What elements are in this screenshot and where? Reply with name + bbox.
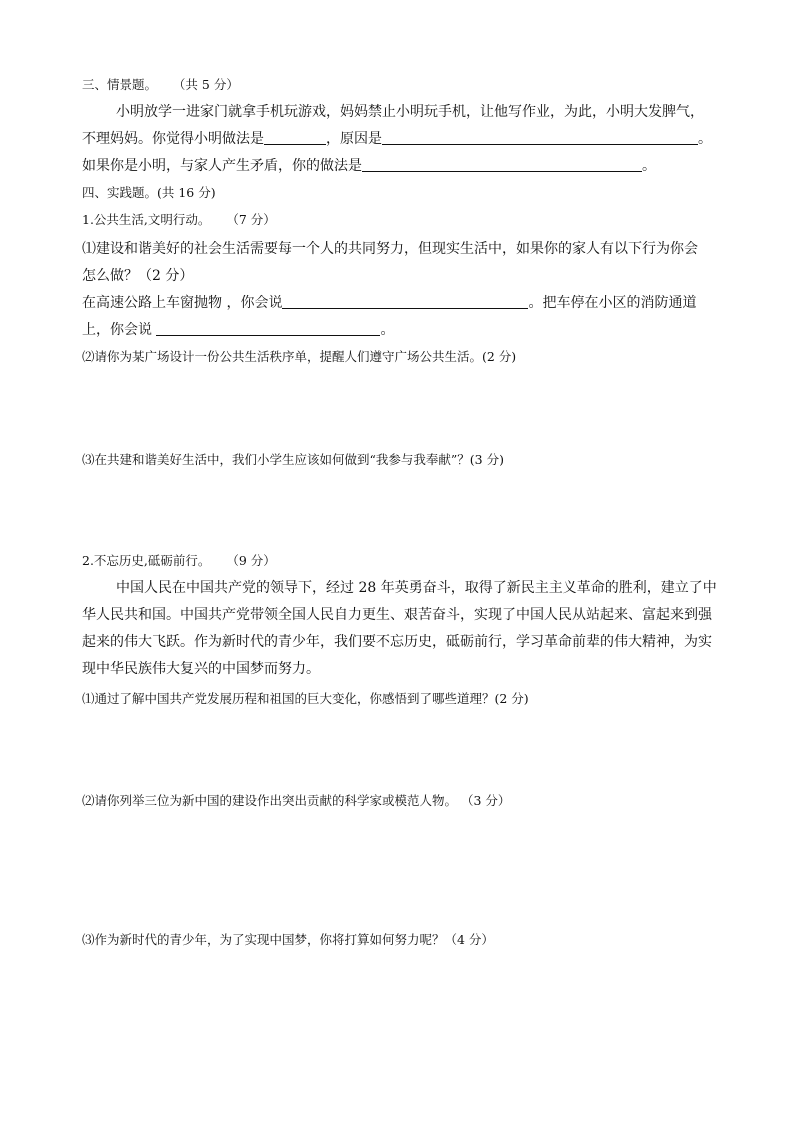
q2-heading: [82, 552, 276, 570]
q2-para-line4: 现中华民族伟大复兴的中国梦而努力。: [82, 661, 320, 677]
q2-sub2: ⑵请你列举三位为新中国的建设作出突出贡献的科学家或模范人物。 （3 分）: [82, 793, 511, 808]
q1-title: 1.公共生活,文明行动。: [82, 212, 211, 227]
section3-title: 三、情景题。: [82, 77, 158, 92]
answer-blank-littering[interactable]: [282, 294, 528, 309]
q1-fill-text-b: 。把车停在小区的消防通道: [528, 295, 697, 311]
answer-blank-opinion[interactable]: [264, 130, 326, 145]
answer-blank-reason[interactable]: [382, 130, 698, 145]
q2-para-line2: 华人民共和国。中国共产党带领全国人民自力更生、艰苦奋斗，实现了中国人民从站起来、富起来到强: [82, 607, 712, 623]
section3-text-a: 不理妈妈。你觉得小明做法是: [82, 131, 264, 147]
answer-blank-approach[interactable]: [362, 157, 642, 172]
q1-sub1-line2: 怎么做？（2 分）: [82, 268, 194, 284]
q1-sub3: ⑶在共建和谐美好生活中，我们小学生应该如何做到“我参与我奉献”？(3 分): [82, 452, 504, 467]
section3-para-line3: [82, 157, 656, 175]
q2-score: （9 分）: [226, 553, 276, 568]
section3-text-end: 。: [698, 131, 712, 147]
q1-heading: [82, 211, 276, 229]
q1-fill-text-c: 上，你会说: [82, 322, 157, 338]
q2-para-line1: 中国人民在中国共产党的领导下，经过 28 年英勇奋斗，取得了新民主主义革命的胜利，建立了中: [116, 580, 717, 596]
section3-text-b: ，原因是: [326, 131, 382, 147]
section3-text-end2: 。: [642, 158, 656, 174]
answer-blank-fire-lane[interactable]: [156, 321, 380, 336]
q1-fill-text-end: 。: [380, 322, 395, 338]
q2-title: 2.不忘历史,砥砺前行。: [82, 553, 211, 568]
q2-sub1: ⑴通过了解中国共产党发展历程和祖国的巨大变化，你感悟到了哪些道理？(2 分): [82, 691, 529, 706]
section4-heading: 四、实践题。(共 16 分): [82, 185, 216, 200]
section3-para-line2: [82, 130, 712, 148]
section3-para-line1: 小明放学一进家门就拿手机玩游戏，妈妈禁止小明玩手机，让他写作业，为此，小明大发脾气，: [116, 104, 704, 120]
q1-fill-line2: [82, 321, 394, 339]
q2-sub3: ⑶作为新时代的青少年，为了实现中国梦，你将打算如何努力呢？（4 分）: [82, 932, 494, 947]
section3-heading: [82, 76, 239, 94]
q1-sub1-line1: ⑴建设和谐美好的社会生活需要每一个人的共同努力，但现实生活中，如果你的家人有以下行为你会: [82, 241, 698, 257]
q1-sub2: ⑵请你为某广场设计一份公共生活秩序单，提醒人们遵守广场公共生活。(2 分): [82, 349, 517, 364]
section3-score: （共 5 分）: [172, 77, 239, 92]
section3-text-c: 如果你是小明，与家人产生矛盾，你的做法是: [82, 158, 362, 174]
q1-fill-text-a: 在高速公路上车窗抛物 ，你会说: [82, 295, 283, 311]
q1-score: （7 分）: [226, 212, 276, 227]
q1-fill-line1: [82, 294, 696, 312]
q2-para-line3: 起来的伟大飞跃。作为新时代的青少年，我们要不忘历史，砥砺前行，学习革命前辈的伟大精神，为实: [82, 634, 712, 650]
